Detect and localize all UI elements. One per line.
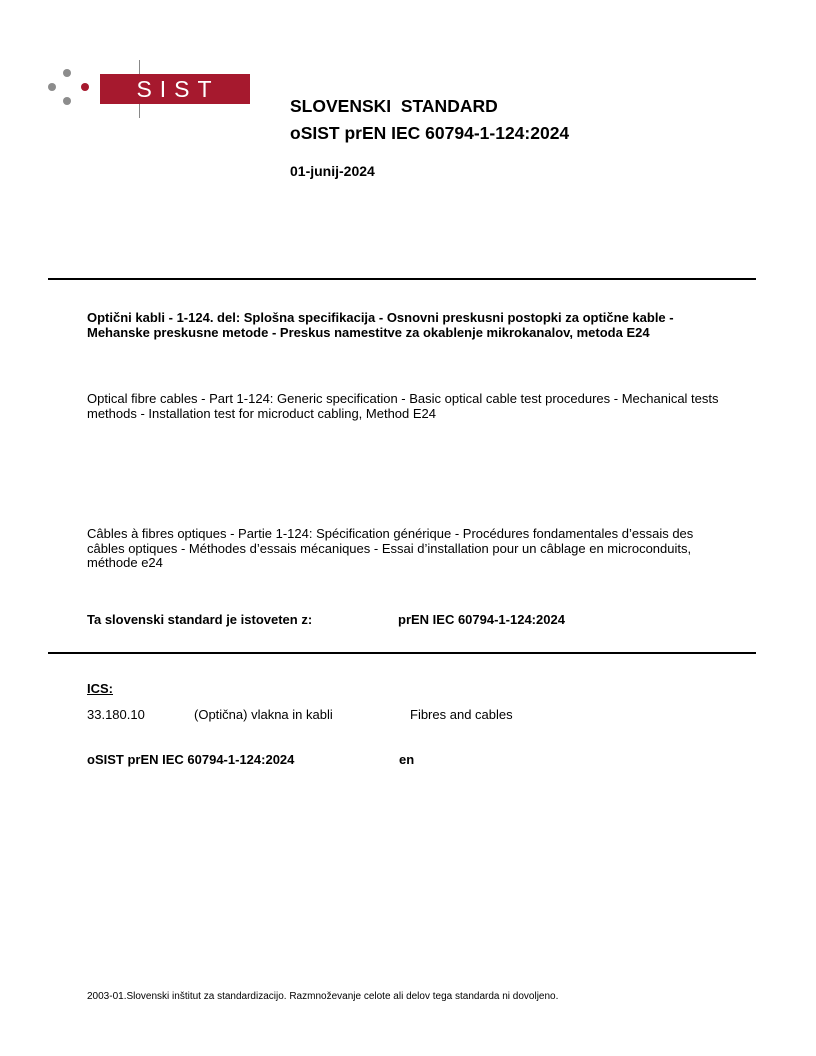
ics-description-english: Fibres and cables xyxy=(410,707,513,722)
logo-wordmark: SIST xyxy=(100,74,250,104)
logo-dot-bottom xyxy=(63,97,71,105)
ics-description-slovenian: (Optična) vlakna in kabli xyxy=(194,707,333,722)
title-slovenian: Optični kabli - 1-124. del: Splošna specifikacija - Osnovni preskusni postopki za optične kable - Mehanske preskusne metode - Preskus namestitve za okablenje mikrokanalov, metoda E24 xyxy=(87,310,674,340)
standard-code: oSIST prEN IEC 60794-1-124:2024 xyxy=(290,123,570,143)
title-french: Câbles à fibres optiques - Partie 1-124: Spécification générique - Procédures fondamentales d’essais des câbles optiques - Méthodes d’essais mécaniques - Essai d’installation pour un câblage en microconduits, méthode e24 xyxy=(87,526,694,570)
identity-value: prEN IEC 60794-1-124:2024 xyxy=(398,612,565,627)
document-language: en xyxy=(399,752,415,767)
bottom-divider xyxy=(48,652,756,654)
identity-label: Ta slovenski standard je istoveten z: xyxy=(87,612,313,627)
sist-logo xyxy=(46,60,220,122)
logo-dot-left xyxy=(48,83,56,91)
top-divider xyxy=(48,278,756,280)
logo-dot-top xyxy=(63,69,71,77)
document-id: oSIST prEN IEC 60794-1-124:2024 xyxy=(87,752,295,767)
title-english: Optical fibre cables - Part 1-124: Generic specification - Basic optical cable test procedures - Mechanical tests methods - Installation test for microduct cabling, Method E24 xyxy=(87,391,719,421)
publication-date: 01-junij-2024 xyxy=(290,163,375,179)
logo-dot-right xyxy=(81,83,89,91)
ics-code: 33.180.10 xyxy=(87,707,145,722)
copyright-footer: 2003-01.Slovenski inštitut za standardizacijo. Razmnoževanje celote ali delov tega standarda ni dovoljeno. xyxy=(87,991,559,1002)
standard-type: SLOVENSKI STANDARD xyxy=(290,96,498,116)
ics-label: ICS: xyxy=(87,681,113,696)
